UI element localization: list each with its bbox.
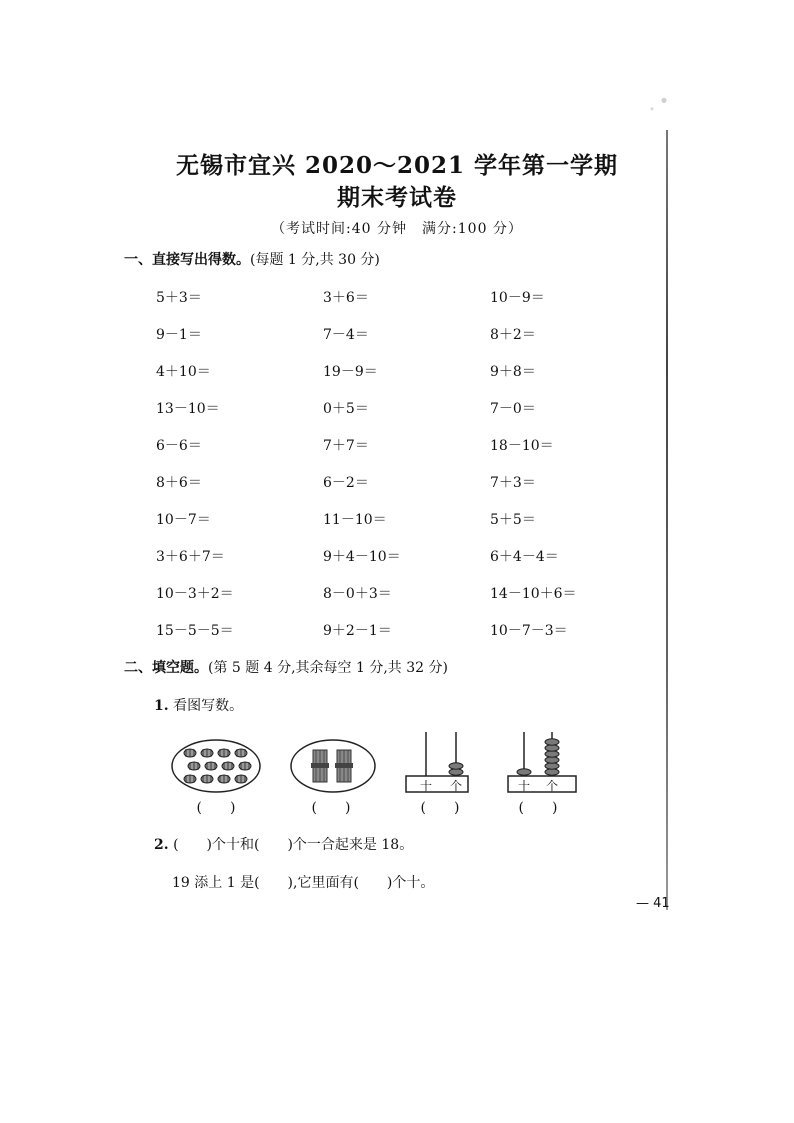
- q1-line: [154, 695, 243, 715]
- arithmetic-problem: 6－2＝: [323, 475, 369, 491]
- arithmetic-problem: 9＋8＝: [490, 364, 536, 380]
- abacus-figure-2: [506, 730, 578, 794]
- abacus-bead: [517, 769, 531, 775]
- arithmetic-problem: 7＋7＝: [323, 438, 369, 454]
- bug-icon: [201, 775, 213, 783]
- bug-icon: [184, 749, 196, 757]
- arithmetic-problem: 5＋3＝: [156, 290, 202, 306]
- bug-icon: [201, 749, 213, 757]
- exam-info: （考试时间:40 分钟 满分:100 分）: [271, 221, 523, 237]
- section2-title: 二、填空题。: [124, 660, 208, 676]
- bug-icon: [239, 762, 251, 770]
- scan-speck: [616, 92, 676, 120]
- q1-text: 看图写数。: [173, 698, 244, 714]
- arithmetic-problem: 10－7＝: [156, 512, 211, 528]
- arithmetic-problem: 14－10＋6＝: [490, 586, 577, 602]
- arithmetic-problem: 10－7－3＝: [490, 623, 568, 639]
- page-title: 无锡市宜兴 2020～2021 学年第一学期: [175, 152, 619, 179]
- bug-icon: [218, 749, 230, 757]
- section1-title: 一、直接写出得数。: [124, 252, 250, 268]
- arithmetic-problem: 7＋3＝: [490, 475, 536, 491]
- stick-bundles-figure: [289, 738, 377, 794]
- arithmetic-problem: 13－10＝: [156, 401, 220, 417]
- q2-text: ( )个十和( )个一合起来是 18。: [173, 837, 414, 853]
- arithmetic-problem: 6＋4－4＝: [490, 549, 559, 565]
- abacus-tens-label: 十: [420, 779, 433, 793]
- abacus-bead: [449, 763, 463, 769]
- bug-icon: [205, 762, 217, 770]
- bug-icon: [218, 775, 230, 783]
- q2-line-2: 19 添上 1 是( ),它里面有( )个十。: [172, 875, 435, 891]
- bugs-oval-figure: [170, 738, 262, 794]
- section1-heading: [124, 249, 380, 269]
- q1-blank-4[interactable]: ( ): [518, 800, 558, 816]
- bug-icon: [235, 775, 247, 783]
- section1-note: (每题 1 分,共 30 分): [250, 252, 380, 268]
- arithmetic-problem: 6－6＝: [156, 438, 202, 454]
- abacus-ones-label: 个: [450, 779, 463, 793]
- arithmetic-problem: 4＋10＝: [156, 364, 211, 380]
- section2-heading: [124, 657, 448, 677]
- page-subtitle: 期末考试卷: [337, 184, 457, 211]
- q1-blank-1[interactable]: ( ): [196, 800, 236, 816]
- section2-note: (第 5 题 4 分,其余每空 1 分,共 32 分): [208, 660, 448, 676]
- arithmetic-problem: 7－0＝: [490, 401, 536, 417]
- abacus-bead: [545, 757, 559, 763]
- arithmetic-problem: 10－3＋2＝: [156, 586, 234, 602]
- abacus-2-frame: [506, 730, 578, 794]
- arithmetic-problem: 10－9＝: [490, 290, 545, 306]
- bug-icon: [222, 762, 234, 770]
- bug-icon: [235, 749, 247, 757]
- abacus-figure-1: [404, 730, 470, 794]
- q2-number: 2.: [154, 837, 169, 853]
- arithmetic-problem: 5＋5＝: [490, 512, 536, 528]
- abacus-bead: [545, 769, 559, 775]
- q2-line: [154, 834, 413, 854]
- arithmetic-problem: 18－10＝: [490, 438, 554, 454]
- arithmetic-problem: 9＋2－1＝: [323, 623, 392, 639]
- abacus-bead: [545, 751, 559, 757]
- q1-number: 1.: [154, 698, 169, 714]
- arithmetic-problem: 8＋2＝: [490, 327, 536, 343]
- abacus-bead: [545, 745, 559, 751]
- arithmetic-problem: 9＋4－10＝: [323, 549, 401, 565]
- abacus-bead: [545, 763, 559, 769]
- arithmetic-problem: 3＋6＝: [323, 290, 369, 306]
- page-edge-line: [666, 130, 668, 910]
- arithmetic-problem: 9－1＝: [156, 327, 202, 343]
- arithmetic-problem: 11－10＝: [323, 512, 387, 528]
- arithmetic-problem: 8＋6＝: [156, 475, 202, 491]
- stick-bundle-icon: [311, 750, 329, 782]
- abacus-bead: [545, 739, 559, 745]
- oval-outline: [291, 740, 375, 792]
- q1-blank-3[interactable]: ( ): [420, 800, 460, 816]
- page-number: — 41: [636, 896, 670, 911]
- bug-icons: [184, 749, 251, 783]
- abacus-ones-label: 个: [546, 779, 559, 793]
- stick-bundle-icon: [335, 750, 353, 782]
- arithmetic-problem: 8－0＋3＝: [323, 586, 392, 602]
- arithmetic-problem: 3＋6＋7＝: [156, 549, 225, 565]
- arithmetic-problem: 15－5－5＝: [156, 623, 234, 639]
- q1-blank-2[interactable]: ( ): [311, 800, 351, 816]
- bug-icon: [184, 775, 196, 783]
- abacus-tens-label: 十: [518, 779, 531, 793]
- arithmetic-problem: 7－4＝: [323, 327, 369, 343]
- arithmetic-problem: 19－9＝: [323, 364, 378, 380]
- bug-icon: [188, 762, 200, 770]
- abacus-bead: [449, 769, 463, 775]
- arithmetic-problem: 0＋5＝: [323, 401, 369, 417]
